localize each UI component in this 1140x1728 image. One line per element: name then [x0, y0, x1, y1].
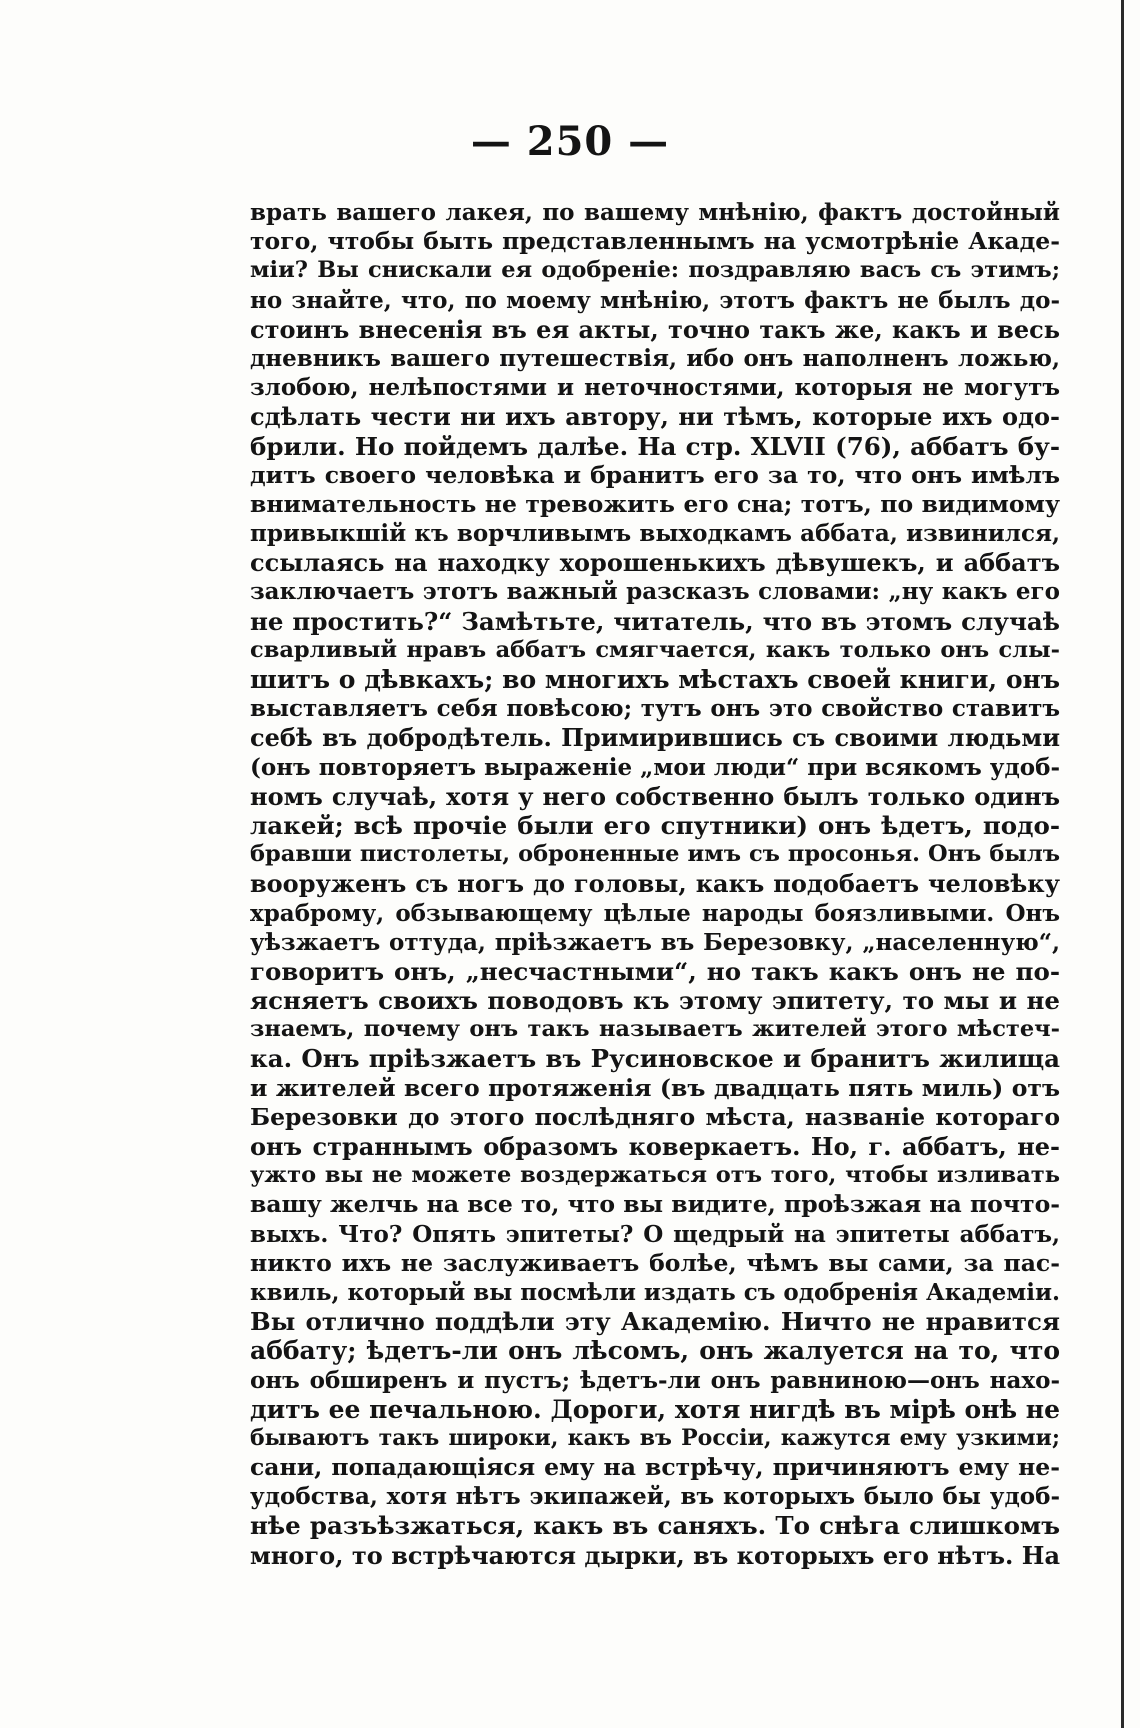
text-line: аббату; ѣдетъ-ли онъ лѣсомъ, онъ жалуется на то, что [250, 1336, 1060, 1366]
text-line: удобства, хотя нѣтъ экипажей, въ которыхъ было бы удоб- [250, 1483, 1060, 1511]
text-line: вашу желчь на все то, что вы видите, проѣзжая на почто- [250, 1190, 1060, 1219]
text-line: онъ страннымъ образомъ коверкаетъ. Но, г. аббатъ, не- [250, 1132, 1060, 1161]
text-line: Березовки до этого послѣдняго мѣста, названіе котораго [250, 1102, 1060, 1131]
text-line: много, то встрѣчаются дырки, въ которыхъ его нѣтъ. На [250, 1540, 1060, 1570]
text-line: и жителей всего протяженія (въ двадцать пять миль) отъ [250, 1073, 1060, 1102]
text-line: лакей; всѣ прочіе были его спутники) онъ ѣдетъ, подо- [250, 810, 1060, 840]
body-text [250, 198, 1060, 1570]
text-line: номъ случаѣ, хотя у него собственно былъ только одинъ [250, 781, 1060, 811]
text-line: міи? Вы снискали ея одобреніе: поздравляю васъ съ этимъ; [250, 257, 1060, 284]
text-line: нѣе разъѣзжаться, какъ въ саняхъ. То снѣга слишкомъ [250, 1511, 1060, 1541]
text-line: сварливый нравъ аббатъ смягчается, какъ только онъ слы- [250, 636, 1060, 663]
text-line: врать вашего лакея, по вашему мнѣнію, фактъ достойный [250, 199, 1060, 226]
text-line: привыкшій къ ворчливымъ выходкамъ аббата, извинился, [250, 520, 1060, 548]
text-line: брили. Но пойдемъ далѣе. На стр. XLVII (76), аббатъ бу- [250, 431, 1060, 461]
text-line: дитъ ее печальною. Дороги, хотя нигдѣ въ мірѣ онѣ не [250, 1394, 1060, 1424]
text-line: Вы отлично поддѣли эту Академію. Ничто не нравится [250, 1307, 1060, 1337]
text-line: внимательность не тревожить его сна; тотъ, по видимому [250, 489, 1060, 518]
text-line: ужто вы не можете воздержаться отъ того, чтобы изливать [250, 1162, 1060, 1189]
text-line: бравши пистолеты, оброненные имъ съ просонья. Онъ былъ [250, 841, 1060, 868]
text-line: ссылаясь на находку хорошенькихъ дѣвушекъ, и аббатъ [250, 548, 1060, 578]
text-line: уѣзжаетъ оттуда, пріѣзжаетъ въ Березовку, „населенную“, [250, 928, 1060, 956]
text-line: но знайте, что, по моему мнѣнію, этотъ фактъ не былъ до- [250, 286, 1060, 314]
text-line: дитъ своего человѣка и бранитъ его за то, что онъ имѣлъ [250, 460, 1060, 489]
text-line: (онъ повторяетъ выраженіе „мои люди“ при всякомъ удоб- [250, 753, 1060, 781]
text-line: никто ихъ не заслуживаетъ болѣе, чѣмъ вы сами, за пас- [250, 1248, 1060, 1277]
text-line: того, чтобы быть представленнымъ на усмотрѣніе Акаде- [250, 227, 1060, 256]
page-number: — 250 — [470, 118, 670, 165]
text-line: стоинъ внесенія въ ея акты, точно такъ же, какъ и весь [250, 314, 1060, 344]
text-line: вооруженъ съ ногъ до головы, какъ подобаетъ человѣку [250, 869, 1060, 899]
text-line: говоритъ онъ, „несчастными“, но такъ какъ онъ не по- [250, 956, 1060, 986]
page-edge-rule [1121, 0, 1124, 1728]
text-line: бываютъ такъ широки, какъ въ Россіи, кажутся ему узкими; [250, 1424, 1060, 1451]
text-line: выхъ. Что? Опять эпитеты? О щедрый на эпитеты аббатъ, [250, 1220, 1060, 1248]
text-line: храброму, обзывающему цѣлые народы боязливыми. Онъ [250, 899, 1060, 927]
text-line: заключаетъ этотъ важный разсказъ словами: „ну какъ его [250, 578, 1060, 606]
text-line: знаемъ, почему онъ такъ называетъ жителей этого мѣстеч- [250, 1016, 1060, 1043]
text-line: не простить?“ Замѣтьте, читатель, что въ этомъ случаѣ [250, 606, 1060, 636]
text-line: квиль, который вы посмѣли издать съ одобренія Академіи. [250, 1278, 1060, 1306]
text-line: шитъ о дѣвкахъ; во многихъ мѣстахъ своей книги, онъ [250, 665, 1060, 694]
text-line: дневникъ вашего путешествія, ибо онъ наполненъ ложью, [250, 344, 1060, 372]
text-line: онъ обширенъ и пустъ; ѣдетъ-ли онъ равниною—онъ нахо- [250, 1366, 1060, 1394]
text-line: сани, попадающіяся ему на встрѣчу, причиняютъ ему не- [250, 1453, 1060, 1482]
text-line: ясняетъ своихъ поводовъ къ этому эпитету, то мы и не [250, 986, 1060, 1016]
text-line: себѣ въ добродѣтель. Примирившись съ своими людьми [250, 723, 1060, 753]
text-line: злобою, нелѣпостями и неточностями, которыя не могутъ [250, 374, 1060, 402]
text-line: сдѣлать чести ни ихъ автору, ни тѣмъ, которые ихъ одо- [250, 402, 1060, 432]
text-line: выставляетъ себя повѣсою; тутъ онъ это свойство ставитъ [250, 695, 1060, 723]
text-line: ка. Онъ пріѣзжаетъ въ Русиновское и бранитъ жилища [250, 1044, 1060, 1074]
